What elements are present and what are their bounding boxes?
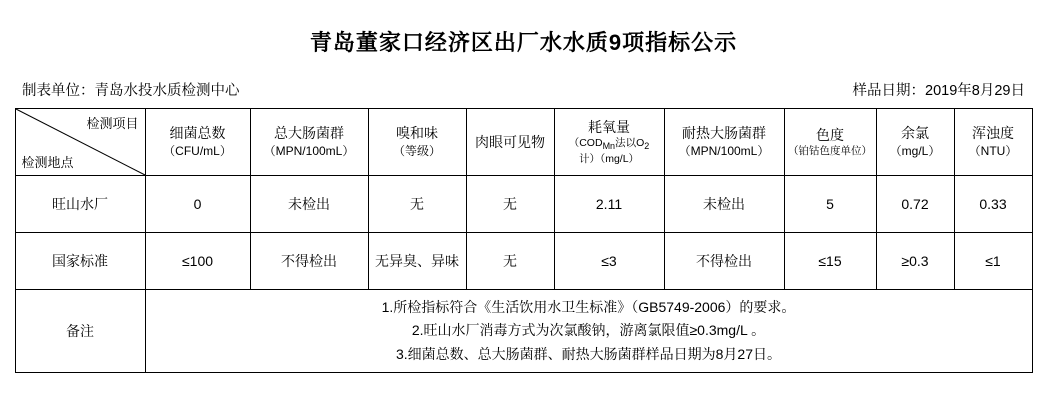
column-header-main: 色度 — [816, 126, 844, 143]
cell-value: 0 — [145, 176, 250, 233]
cell-value: ≥0.3 — [876, 233, 954, 290]
row-label-plant: 旺山水厂 — [15, 176, 145, 233]
column-header-sub: （MPN/100mL） — [678, 144, 770, 159]
column-header-sub: （等级） — [392, 144, 441, 159]
column-header-main: 耐热大肠菌群 — [682, 125, 766, 142]
column-header-sub: （NTU） — [968, 144, 1018, 159]
cell-value: 未检出 — [250, 176, 368, 233]
column-header-main: 肉眼可见物 — [475, 133, 545, 150]
column-header-sub: （CFU/mL） — [163, 144, 232, 159]
page-title: 青岛董家口经济区出厂水水质9项指标公示 — [309, 30, 738, 55]
column-header-residual-chlorine — [876, 109, 954, 176]
cell-value: ≤3 — [554, 233, 664, 290]
cell-value: 未检出 — [664, 176, 784, 233]
cell-value: ≤100 — [145, 233, 250, 290]
corner-bottom-label: 检测地点 — [21, 155, 74, 170]
table-header-row — [15, 109, 1032, 176]
column-header-main: 总大肠菌群 — [274, 125, 344, 142]
column-header-chromaticity — [784, 109, 876, 176]
cell-value: 0.72 — [876, 176, 954, 233]
cell-value: 5 — [784, 176, 876, 233]
water-quality-table — [15, 108, 1033, 373]
remark-body — [145, 290, 1032, 373]
cell-value: 2.11 — [554, 176, 664, 233]
remark-line: 1.所检指标符合《生活饮用水卫生标准》（GB5749-2006）的要求。 — [381, 299, 796, 316]
maker-unit-label: 制表单位：青岛水投水质检测中心 — [22, 83, 240, 99]
column-header-sub: （MPN/100mL） — [263, 144, 355, 159]
sample-date-label: 样品日期：2019年8月29日 — [852, 83, 1025, 99]
column-header-main: 细菌总数 — [169, 125, 226, 142]
column-header-odor-taste — [368, 109, 466, 176]
column-header-main: 浑浊度 — [972, 125, 1014, 142]
column-header-visible-matter — [466, 109, 554, 176]
remark-line: 3.细菌总数、总大肠菌群、耐热大肠菌群样品日期为8月27日。 — [395, 345, 782, 362]
cell-value: 无 — [466, 233, 554, 290]
cell-value: 0.33 — [954, 176, 1032, 233]
table-row — [15, 176, 1032, 233]
corner-top-label: 检测项目 — [86, 116, 139, 131]
column-header-main: 耗氧量 — [588, 119, 630, 136]
cell-value: 不得检出 — [664, 233, 784, 290]
column-header-turbidity — [954, 109, 1032, 176]
column-header-main: 余氯 — [901, 125, 929, 142]
cell-value: 不得检出 — [250, 233, 368, 290]
cell-value: ≤1 — [954, 233, 1032, 290]
column-header-main: 嗅和味 — [396, 125, 438, 142]
cell-value: 无异臭、异味 — [368, 233, 466, 290]
column-header-total-coliform — [250, 109, 368, 176]
column-header-sub: （CODMn法以O2 计）（mg/L） — [568, 137, 650, 165]
corner-header-cell — [15, 109, 145, 176]
cell-value: 无 — [368, 176, 466, 233]
meta-row — [0, 57, 1047, 108]
table-remark-row — [15, 290, 1032, 373]
column-header-bacteria-count — [145, 109, 250, 176]
column-header-sub: （mg/L） — [889, 144, 941, 159]
cell-value: 无 — [466, 176, 554, 233]
table-row — [15, 233, 1032, 290]
remark-line: 2.旺山水厂消毒方式为次氯酸钠，游离氯限值≥0.3mg/L 。 — [411, 322, 766, 339]
column-header-sub: （铂钴色度单位） — [788, 144, 872, 157]
row-label-standard: 国家标准 — [15, 233, 145, 290]
remark-label: 备注 — [15, 290, 145, 373]
cell-value: ≤15 — [784, 233, 876, 290]
column-header-oxygen-consumption — [554, 109, 664, 176]
column-header-thermotolerant-coliform — [664, 109, 784, 176]
